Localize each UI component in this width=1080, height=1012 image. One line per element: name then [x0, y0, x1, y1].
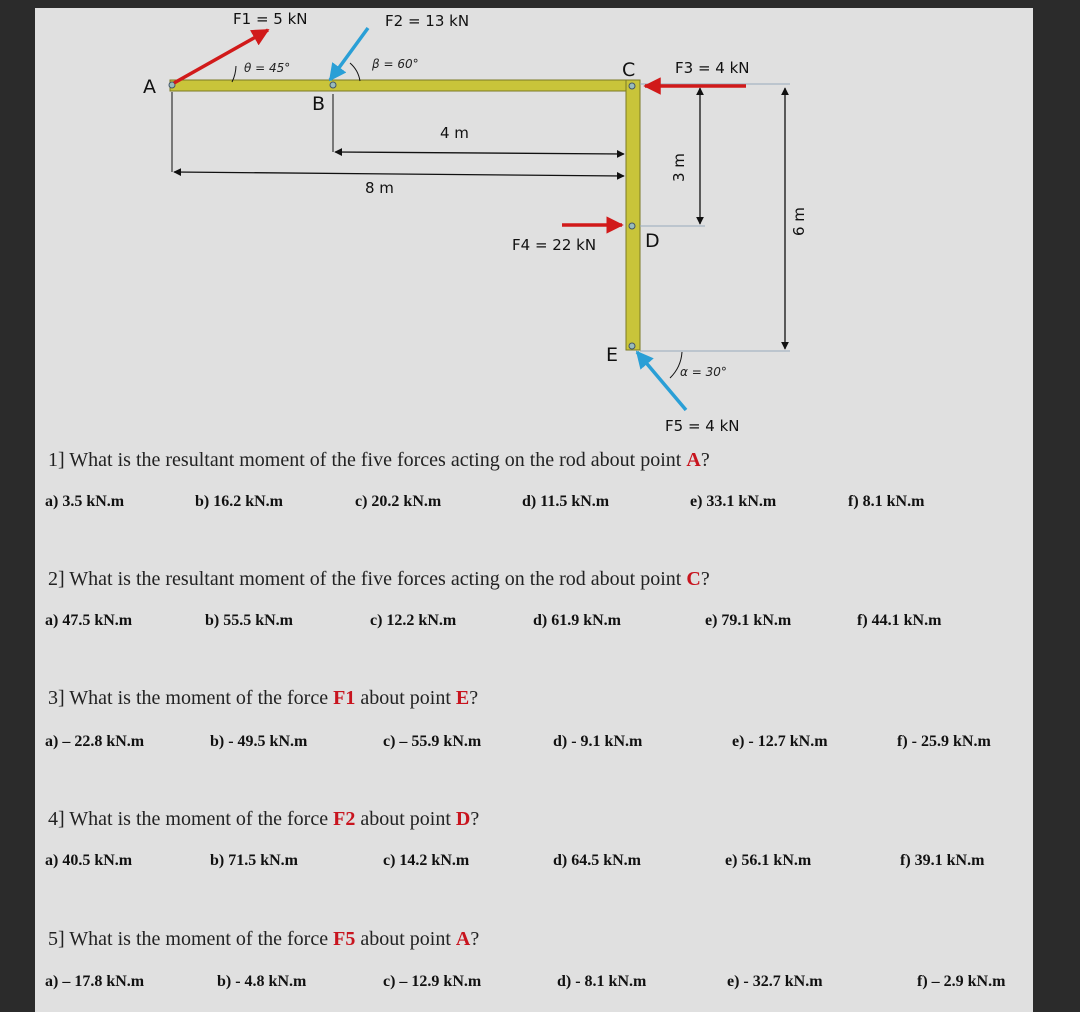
- question-5: [48, 928, 479, 951]
- question-3-force: F1: [333, 687, 356, 709]
- joint-b: [330, 82, 336, 88]
- question-3: [48, 687, 478, 710]
- question-3-point: E: [455, 687, 470, 709]
- question-3-text: 3] What is the moment of the force: [48, 687, 334, 709]
- question-5-mid: about point: [355, 928, 456, 950]
- dimension-label-8m: 8 m: [365, 179, 394, 197]
- question-4: [48, 808, 479, 831]
- force-f5-label: F5 = 4 kN: [665, 417, 740, 435]
- angle-beta-label: β = 60°: [372, 57, 419, 71]
- label-point-d: D: [645, 230, 660, 252]
- question-5-text: 5] What is the moment of the force: [48, 928, 334, 950]
- force-f1-label: F1 = 5 kN: [233, 10, 308, 28]
- q5-option-f[interactable]: f) – 2.9 kN.m: [917, 973, 1006, 990]
- question-3-end: ?: [469, 687, 479, 709]
- dimension-label-4m: 4 m: [440, 124, 469, 142]
- question-1: [48, 449, 710, 472]
- label-point-c: C: [622, 59, 636, 81]
- q1-option-f[interactable]: f) 8.1 kN.m: [848, 493, 925, 510]
- label-point-a: A: [143, 76, 156, 98]
- angle-alpha-label: α = 30°: [680, 365, 727, 379]
- rod-vertical: [626, 80, 640, 350]
- question-1-point: A: [686, 449, 701, 471]
- q3-option-c[interactable]: c) – 55.9 kN.m: [383, 733, 482, 750]
- q2-option-f[interactable]: f) 44.1 kN.m: [857, 612, 942, 629]
- question-4-point: D: [455, 808, 471, 830]
- question-4-mid: about point: [355, 808, 456, 830]
- force-f2-arrow: [330, 28, 368, 80]
- q3-option-d[interactable]: d) - 9.1 kN.m: [553, 733, 643, 750]
- question-3-options: [45, 733, 1030, 759]
- question-2-text: 2] What is the resultant moment of the five forces acting on the rod about point: [48, 568, 687, 590]
- question-5-options: [45, 973, 1030, 999]
- q4-option-b[interactable]: b) 71.5 kN.m: [210, 852, 299, 869]
- q3-option-e[interactable]: e) - 12.7 kN.m: [732, 733, 828, 750]
- q4-option-a[interactable]: a) 40.5 kN.m: [45, 852, 133, 869]
- dimension-label-3m: 3 m: [670, 153, 688, 182]
- q2-option-a[interactable]: a) 47.5 kN.m: [45, 612, 133, 629]
- q5-option-a[interactable]: a) – 17.8 kN.m: [45, 973, 145, 990]
- q1-option-d[interactable]: d) 11.5 kN.m: [522, 493, 610, 510]
- question-4-text: 4] What is the moment of the force: [48, 808, 334, 830]
- question-4-force: F2: [333, 808, 356, 830]
- dimension-arrow-8m: [174, 172, 624, 176]
- question-2: [48, 568, 710, 591]
- joint-e: [629, 343, 635, 349]
- question-2-options: [45, 612, 1030, 638]
- q3-option-a[interactable]: a) – 22.8 kN.m: [45, 733, 145, 750]
- q3-option-f[interactable]: f) - 25.9 kN.m: [897, 733, 991, 750]
- question-5-point: A: [455, 928, 471, 950]
- q5-option-b[interactable]: b) - 4.8 kN.m: [217, 973, 307, 990]
- force-f5-arrow: [637, 352, 686, 410]
- question-1-text: 1] What is the resultant moment of the five forces acting on the rod about point: [48, 449, 687, 471]
- q4-option-e[interactable]: e) 56.1 kN.m: [725, 852, 812, 869]
- force-f1-arrow: [174, 30, 268, 83]
- rod-horizontal: [170, 80, 640, 91]
- q1-option-c[interactable]: c) 20.2 kN.m: [355, 493, 442, 510]
- q1-option-e[interactable]: e) 33.1 kN.m: [690, 493, 777, 510]
- force-f2-label: F2 = 13 kN: [385, 12, 470, 30]
- beam-diagram: [0, 0, 1080, 450]
- force-f4-label: F4 = 22 kN: [512, 236, 597, 254]
- label-point-b: B: [312, 93, 326, 115]
- question-2-point: C: [686, 568, 701, 590]
- question-2-end: ?: [700, 568, 710, 590]
- question-5-end: ?: [470, 928, 480, 950]
- question-3-mid: about point: [355, 687, 456, 709]
- dimension-arrow-4m: [335, 152, 624, 154]
- q1-option-a[interactable]: a) 3.5 kN.m: [45, 493, 125, 510]
- q3-option-b[interactable]: b) - 49.5 kN.m: [210, 733, 308, 750]
- question-1-end: ?: [700, 449, 710, 471]
- question-1-options: [45, 493, 1030, 519]
- angle-theta-label: θ = 45°: [244, 61, 291, 75]
- q5-option-c[interactable]: c) – 12.9 kN.m: [383, 973, 482, 990]
- q2-option-b[interactable]: b) 55.5 kN.m: [205, 612, 294, 629]
- joint-c: [629, 83, 635, 89]
- question-4-options: [45, 852, 1030, 878]
- q4-option-c[interactable]: c) 14.2 kN.m: [383, 852, 470, 869]
- q4-option-d[interactable]: d) 64.5 kN.m: [553, 852, 642, 869]
- joint-d: [629, 223, 635, 229]
- q2-option-d[interactable]: d) 61.9 kN.m: [533, 612, 622, 629]
- q2-option-c[interactable]: c) 12.2 kN.m: [370, 612, 457, 629]
- force-f3-label: F3 = 4 kN: [675, 59, 750, 77]
- angle-beta-arc: [350, 63, 360, 81]
- q5-option-e[interactable]: e) - 32.7 kN.m: [727, 973, 823, 990]
- q4-option-f[interactable]: f) 39.1 kN.m: [900, 852, 985, 869]
- dimension-label-6m: 6 m: [790, 207, 808, 236]
- q2-option-e[interactable]: e) 79.1 kN.m: [705, 612, 792, 629]
- label-point-e: E: [606, 344, 619, 366]
- question-5-force: F5: [333, 928, 356, 950]
- q5-option-d[interactable]: d) - 8.1 kN.m: [557, 973, 647, 990]
- q1-option-b[interactable]: b) 16.2 kN.m: [195, 493, 284, 510]
- question-4-end: ?: [470, 808, 480, 830]
